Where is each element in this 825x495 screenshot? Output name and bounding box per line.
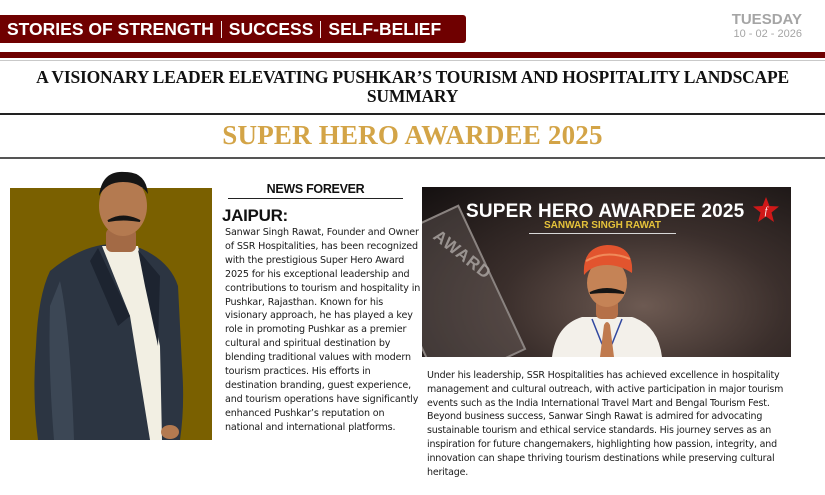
- svg-text:f: f: [764, 206, 768, 217]
- article-body-part-1: Sanwar Singh Rawat, Founder and Owner of SSR Hospitalities, has been recognized with the prestigious Super Hero Award 2025 for his exceptional leadership and contributions to tourism and hospitality in Pushkar, Rajasthan. Known for his visionary approach, he has played a key role in promoting Pushkar as a premier cultural and spiritual destination by blending traditional values with modern tourism practices. His efforts in destination branding, guest experience, and tourism operations have significantly enhanced Pushkar’s reputation on national and international platforms.: [225, 227, 421, 433]
- issue-day: TUESDAY: [731, 11, 802, 28]
- divider: [221, 21, 222, 38]
- star-logo-icon: [752, 196, 780, 224]
- tagline-success: SUCCESS: [228, 18, 314, 39]
- section-rule: [0, 157, 825, 159]
- article-body-part-2: Under his leadership, SSR Hospitalities has achieved excellence in hospitality management and cultural outreach, with active participation in major tourism events such as the India International Travel Mart and Bengal Tourism Fest. Beyond business success, Sanwar Singh Rawat is admired for advocating sustainable tourism and ethical service standards. His journey serves as an inspiration for future changemakers, highlighting how passion, integrity, and innovation can shape thriving tourism destinations while preserving cultural heritage.: [427, 370, 784, 478]
- portrait-photo: [10, 188, 212, 440]
- masthead-rule: [0, 52, 825, 58]
- headline-rule: [0, 113, 825, 115]
- tagline-strength: STORIES OF STRENGTH: [7, 18, 214, 39]
- banner-title: SUPER HERO AWARDEE 2025: [466, 201, 745, 222]
- masthead-tagline: [0, 15, 466, 43]
- headline-line-2: SUMMARY: [366, 86, 459, 106]
- tagline-self-belief: SELF-BELIEF: [328, 18, 442, 39]
- article-headline: [0, 68, 825, 106]
- award-card-text: AWARD: [429, 226, 496, 284]
- person-in-suit-illustration: [10, 166, 212, 440]
- person-with-turban-illustration: [542, 237, 672, 357]
- divider: [320, 21, 321, 38]
- dateline: JAIPUR:: [222, 206, 288, 225]
- issue-date: [732, 12, 802, 41]
- masthead-rule-thin: [0, 60, 825, 61]
- award-banner-image: [422, 187, 791, 357]
- banner-subtitle: SANWAR SINGH RAWAT: [529, 220, 676, 234]
- issue-date-number: 10 - 02 - 2026: [733, 28, 802, 40]
- news-outlet-name: NEWS FOREVER: [228, 182, 403, 199]
- award-card-graphic: [422, 204, 526, 357]
- award-heading: SUPER HERO AWARDEE 2025: [222, 120, 603, 150]
- headline-line-1: A VISIONARY LEADER ELEVATING PUSHKAR’S TOURISM AND HOSPITALITY LANDSCAPE: [36, 67, 789, 87]
